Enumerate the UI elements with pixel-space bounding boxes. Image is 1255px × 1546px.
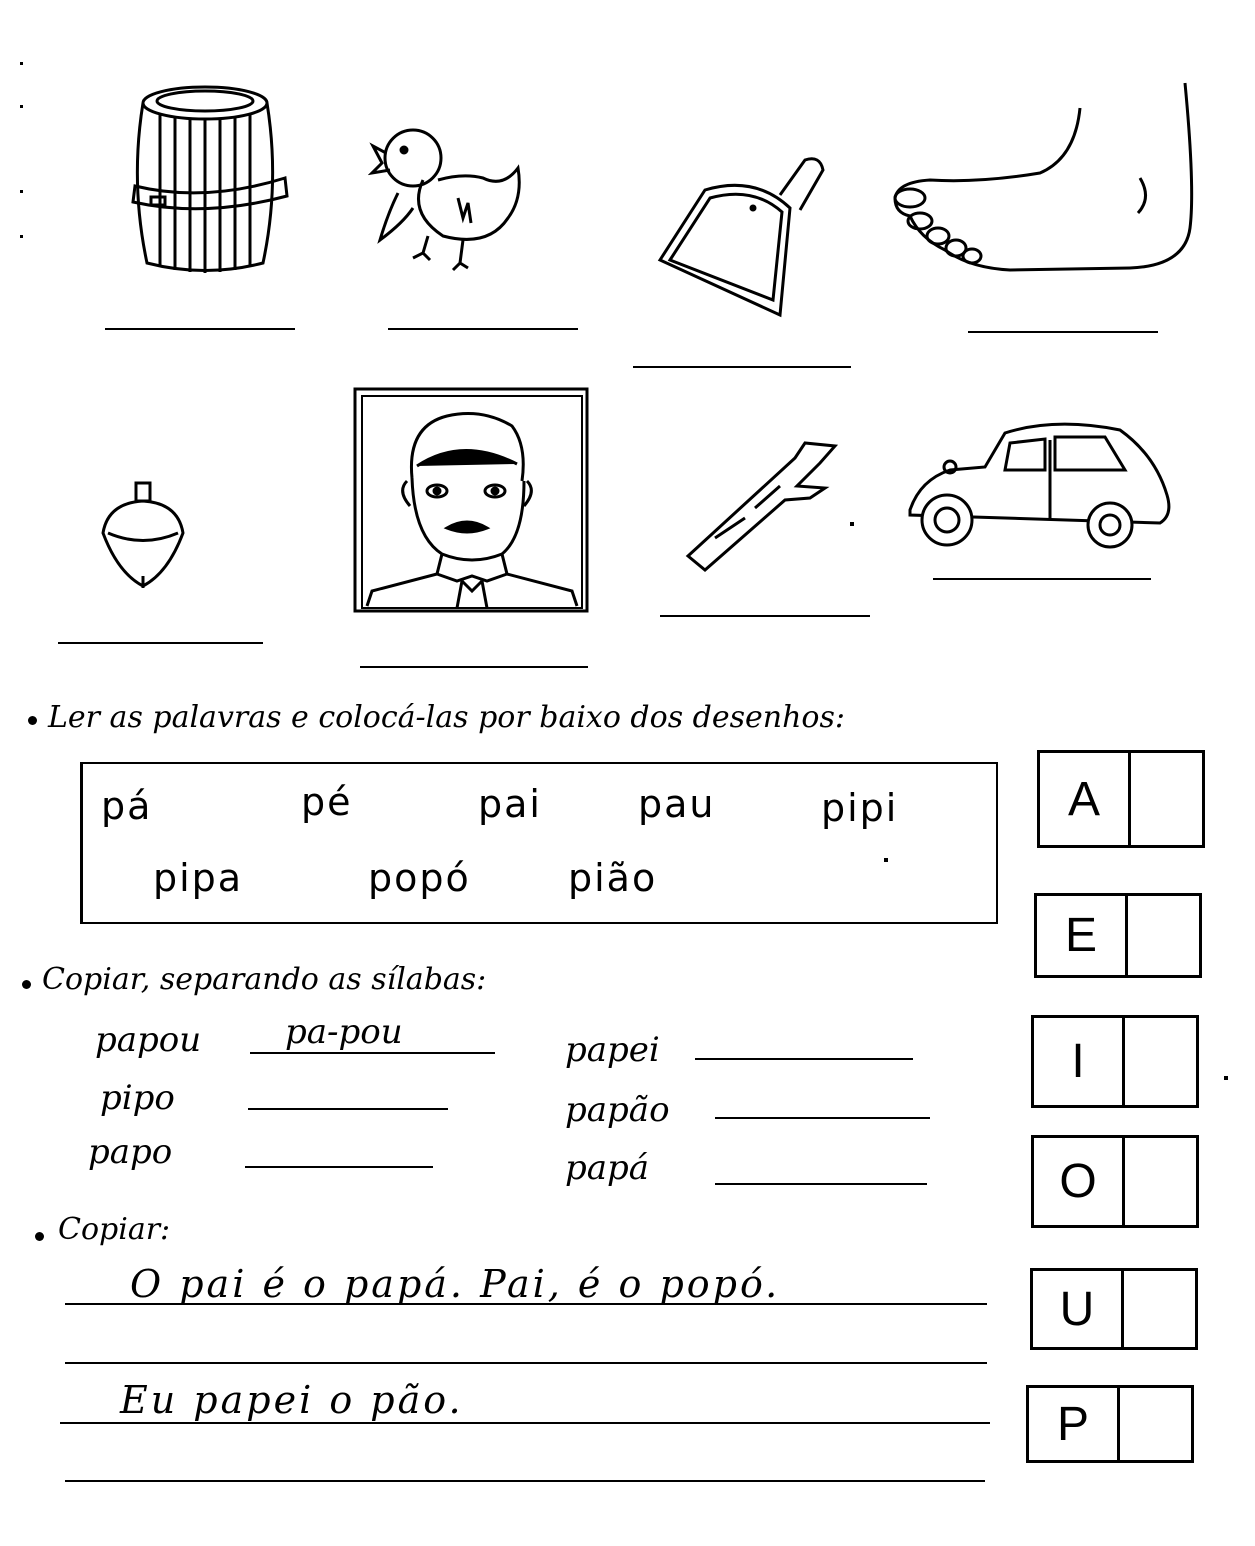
margin-dot <box>20 235 23 238</box>
syllable-line[interactable] <box>245 1166 433 1168</box>
copy-line[interactable] <box>65 1362 987 1364</box>
answer-line[interactable] <box>660 615 870 617</box>
syllable-line[interactable] <box>715 1183 927 1185</box>
answer-line[interactable] <box>388 328 578 330</box>
letter-box <box>1030 1268 1198 1350</box>
word: pai <box>478 782 542 826</box>
letter: U <box>1033 1271 1124 1347</box>
letter-box <box>1031 1135 1199 1228</box>
word: pipi <box>821 786 899 830</box>
answer-line[interactable] <box>58 642 263 644</box>
copy-line[interactable] <box>65 1480 985 1482</box>
letter-box <box>1026 1385 1194 1463</box>
foot-icon <box>890 78 1205 278</box>
word: pá <box>101 784 153 828</box>
copy-line[interactable] <box>65 1303 987 1305</box>
stray-dot <box>884 858 888 862</box>
letter-blank[interactable] <box>1128 896 1199 975</box>
dustpan-icon <box>655 150 825 320</box>
copy-sentence: O pai é o papá. Pai, é o popó. <box>130 1262 781 1306</box>
instruction-copy: Copiar: <box>58 1212 171 1247</box>
chick-icon <box>368 118 528 273</box>
answer-line[interactable] <box>968 331 1158 333</box>
letter: P <box>1029 1388 1120 1460</box>
margin-dot <box>20 105 23 108</box>
answer-line[interactable] <box>360 666 588 668</box>
letter: E <box>1037 896 1128 975</box>
bullet <box>35 1232 44 1241</box>
letter: O <box>1034 1138 1125 1225</box>
barrel-icon <box>125 78 295 278</box>
letter-blank[interactable] <box>1125 1138 1196 1225</box>
syllable-word: pipo <box>100 1078 175 1118</box>
answer-line[interactable] <box>105 328 295 330</box>
syllable-word: papá <box>565 1148 650 1188</box>
copy-sentence: Eu papei o pão. <box>120 1378 464 1422</box>
syllable-line[interactable] <box>715 1117 930 1119</box>
letter: I <box>1034 1018 1125 1105</box>
letter-blank[interactable] <box>1124 1271 1195 1347</box>
margin-dot <box>20 62 23 65</box>
word: pião <box>568 856 658 900</box>
bullet <box>22 980 31 989</box>
father-portrait-icon <box>352 386 592 616</box>
stick-icon <box>685 438 845 573</box>
word-bank <box>80 762 998 924</box>
word: pau <box>638 782 716 826</box>
bullet <box>28 716 37 725</box>
syllable-line[interactable] <box>250 1052 495 1054</box>
answer-line[interactable] <box>933 578 1151 580</box>
letter-box <box>1031 1015 1199 1108</box>
car-icon <box>905 415 1175 550</box>
margin-dot <box>20 190 23 193</box>
word: pé <box>301 780 353 824</box>
syllable-word: papo <box>88 1132 173 1172</box>
letter: A <box>1040 753 1131 845</box>
letter-box <box>1034 893 1202 978</box>
copy-line[interactable] <box>60 1422 990 1424</box>
syllable-word: papei <box>565 1030 660 1070</box>
instruction-copy-syllables: Copiar, separando as sílabas: <box>42 962 487 997</box>
syllable-word: papão <box>565 1090 670 1130</box>
stray-dot <box>1224 1076 1228 1080</box>
syllable-line[interactable] <box>248 1108 448 1110</box>
letter-blank[interactable] <box>1120 1388 1191 1460</box>
letter-blank[interactable] <box>1125 1018 1196 1105</box>
letter-blank[interactable] <box>1131 753 1202 845</box>
word: popó <box>368 856 471 900</box>
letter-box <box>1037 750 1205 848</box>
word: pipa <box>153 856 244 900</box>
syllable-line[interactable] <box>695 1058 913 1060</box>
syllable-word: papou <box>95 1020 202 1060</box>
answer-line[interactable] <box>633 366 851 368</box>
syllable-answer: pa-pou <box>285 1012 403 1052</box>
stray-dot <box>850 522 854 526</box>
instruction-read: Ler as palavras e colocá-las por baixo dos desenhos: <box>48 700 845 735</box>
spinning-top-icon <box>98 478 188 588</box>
